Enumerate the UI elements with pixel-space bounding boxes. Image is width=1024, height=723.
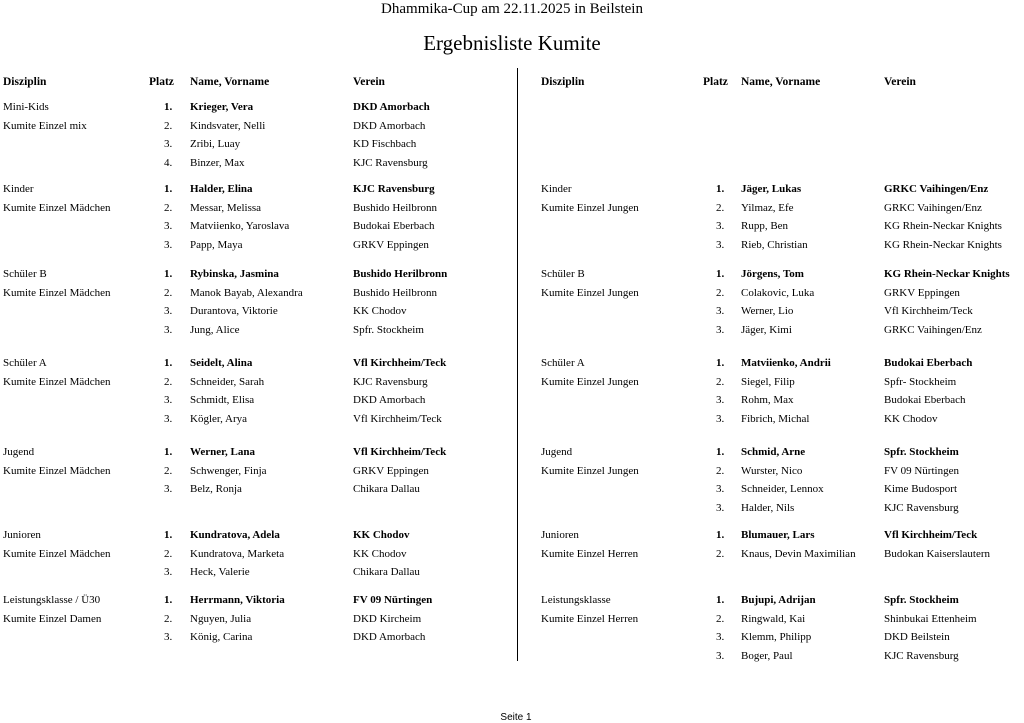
place: 3. (716, 483, 725, 496)
club: Vfl Kirchheim/Teck (884, 529, 978, 541)
place: 3. (716, 220, 725, 233)
club: KK Chodov (884, 413, 938, 426)
club: Vfl Kirchheim/Teck (884, 305, 973, 318)
club: GRKC Vaihingen/Enz (884, 201, 982, 214)
athlete-name: Matviienko, Yaroslava (190, 220, 290, 233)
athlete-name: Wurster, Nico (741, 464, 803, 477)
place: 1. (164, 594, 173, 606)
athlete-name: Bujupi, Adrijan (741, 594, 816, 606)
athlete-name: Rupp, Ben (741, 220, 789, 233)
discipline: Schüler B (541, 268, 585, 280)
discipline: Leistungsklasse / Ü30 (3, 594, 101, 606)
club: Kime Budosport (884, 483, 958, 496)
athlete-name: Messar, Melissa (190, 201, 262, 214)
club: KJC Ravensburg (884, 650, 959, 663)
club: GRKV Eppingen (353, 464, 429, 477)
place: 3. (716, 394, 725, 407)
club: Chikara Dallau (353, 566, 420, 579)
place: 1. (164, 101, 173, 113)
discipline: Kinder (3, 183, 34, 195)
athlete-name: Zribi, Luay (190, 138, 241, 151)
athlete-name: Kögler, Arya (190, 413, 247, 426)
club: Bushido Herilbronn (353, 268, 448, 280)
club: KJC Ravensburg (353, 375, 428, 388)
place: 2. (716, 547, 725, 560)
club: Spfr- Stockheim (884, 375, 957, 388)
place: 1. (716, 529, 725, 541)
athlete-name: Nguyen, Julia (190, 612, 252, 625)
place: 3. (164, 483, 173, 496)
place: 3. (716, 650, 725, 663)
place: 2. (716, 464, 725, 477)
place: 1. (716, 357, 725, 369)
athlete-name: Rieb, Christian (741, 239, 808, 252)
athlete-name: Kundratova, Adela (190, 529, 280, 541)
athlete-name: Jung, Alice (190, 324, 240, 337)
header-place-right: Platz (703, 76, 728, 88)
athlete-name: Belz, Ronja (190, 483, 242, 496)
discipline: Leistungsklasse (541, 594, 611, 606)
athlete-name: Schneider, Lennox (741, 483, 824, 496)
column-divider (517, 68, 518, 661)
club: Budokan Kaiserslautern (884, 547, 990, 560)
athlete-name: Binzer, Max (190, 157, 245, 170)
club: Spfr. Stockheim (353, 324, 424, 337)
athlete-name: Schmidt, Elisa (190, 394, 255, 407)
athlete-name: Ringwald, Kai (741, 612, 806, 625)
club: DKD Amorbach (353, 631, 426, 644)
club: Bushido Heilbronn (353, 201, 438, 214)
discipline: Kumite Einzel Herren (541, 547, 639, 560)
place: 3. (716, 305, 725, 318)
club: KJC Ravensburg (353, 183, 435, 195)
club: KK Chodov (353, 305, 407, 318)
place: 1. (164, 529, 173, 541)
club: KJC Ravensburg (353, 157, 428, 170)
header-discipline-right: Disziplin (541, 76, 585, 88)
club: GRKV Eppingen (353, 239, 429, 252)
place: 3. (164, 138, 173, 151)
club: DKD Kircheim (353, 612, 422, 625)
discipline: Schüler A (3, 357, 47, 369)
athlete-name: Seidelt, Alina (190, 357, 253, 369)
athlete-name: Herrmann, Viktoria (190, 594, 285, 606)
club: Chikara Dallau (353, 483, 420, 496)
discipline: Junioren (3, 529, 41, 541)
page-title: Ergebnisliste Kumite (423, 31, 601, 55)
athlete-name: Durantova, Viktorie (190, 305, 278, 318)
club: Vfl Kirchheim/Teck (353, 413, 442, 426)
place: 2. (164, 547, 173, 560)
discipline: Kumite Einzel Damen (3, 612, 102, 625)
athlete-name: Halder, Nils (741, 502, 795, 515)
header-place-left: Platz (149, 76, 174, 88)
place: 1. (716, 268, 725, 280)
athlete-name: Rohm, Max (741, 394, 794, 407)
club: FV 09 Nürtingen (353, 594, 433, 606)
club: DKD Amorbach (353, 101, 430, 113)
place: 3. (716, 502, 725, 515)
club: GRKV Eppingen (884, 286, 960, 299)
place: 3. (164, 394, 173, 407)
athlete-name: Krieger, Vera (190, 101, 254, 113)
header-club-right: Verein (884, 76, 916, 88)
place: 3. (164, 220, 173, 233)
club: Budokai Eberbach (884, 357, 973, 369)
discipline: Schüler A (541, 357, 585, 369)
club: KG Rhein-Neckar Knights (884, 239, 1002, 252)
club: Vfl Kirchheim/Teck (353, 357, 447, 369)
athlete-name: Schwenger, Finja (190, 464, 267, 477)
place: 3. (164, 324, 173, 337)
club: FV 09 Nürtingen (884, 464, 959, 477)
club: KJC Ravensburg (884, 502, 959, 515)
place: 3. (716, 631, 725, 644)
place: 3. (164, 239, 173, 252)
club: KG Rhein-Neckar Knights (884, 268, 1010, 280)
place: 3. (164, 566, 173, 579)
athlete-name: Jäger, Lukas (741, 183, 802, 195)
place: 3. (716, 239, 725, 252)
athlete-name: Jäger, Kimi (741, 324, 792, 337)
discipline: Kumite Einzel Mädchen (3, 464, 111, 477)
place: 3. (164, 631, 173, 644)
discipline: Kumite Einzel Mädchen (3, 201, 111, 214)
discipline: Kumite Einzel Jungen (541, 286, 639, 299)
club: DKD Beilstein (884, 631, 950, 644)
header-discipline-left: Disziplin (3, 76, 47, 88)
discipline: Kumite Einzel Jungen (541, 375, 639, 388)
place: 3. (164, 413, 173, 426)
athlete-name: Siegel, Filip (741, 375, 795, 388)
discipline: Kumite Einzel Mädchen (3, 286, 111, 299)
discipline: Kinder (541, 183, 572, 195)
club: Budokai Eberbach (353, 220, 435, 233)
place: 1. (716, 594, 725, 606)
athlete-name: Klemm, Philipp (741, 631, 812, 644)
place: 2. (716, 286, 725, 299)
place: 2. (164, 119, 173, 132)
discipline: Kumite Einzel mix (3, 119, 87, 132)
athlete-name: Werner, Lio (741, 305, 794, 318)
discipline: Junioren (541, 529, 579, 541)
page-number: Seite 1 (500, 712, 532, 723)
discipline: Kumite Einzel Jungen (541, 464, 639, 477)
athlete-name: Kundratova, Marketa (190, 547, 285, 560)
club: DKD Amorbach (353, 119, 426, 132)
place: 4. (164, 157, 173, 170)
place: 1. (164, 268, 173, 280)
athlete-name: Werner, Lana (190, 446, 255, 458)
club: Vfl Kirchheim/Teck (353, 446, 447, 458)
athlete-name: Jörgens, Tom (741, 268, 804, 280)
discipline: Kumite Einzel Herren (541, 612, 639, 625)
athlete-name: Schneider, Sarah (190, 375, 265, 388)
discipline: Kumite Einzel Jungen (541, 201, 639, 214)
place: 1. (164, 446, 173, 458)
place: 3. (716, 324, 725, 337)
club: KK Chodov (353, 529, 410, 541)
athlete-name: Rybinska, Jasmina (190, 268, 279, 280)
club: KK Chodov (353, 547, 407, 560)
club: Spfr. Stockheim (884, 446, 959, 458)
discipline: Jugend (541, 446, 573, 458)
athlete-name: Schmid, Arne (741, 446, 806, 458)
header-name-left: Name, Vorname (190, 76, 270, 88)
place: 1. (716, 183, 725, 195)
discipline: Kumite Einzel Mädchen (3, 375, 111, 388)
discipline: Schüler B (3, 268, 47, 280)
event-title: Dhammika-Cup am 22.11.2025 in Beilstein (381, 1, 643, 17)
place: 2. (164, 464, 173, 477)
athlete-name: Halder, Elina (190, 183, 253, 195)
club: KD Fischbach (353, 138, 417, 151)
discipline: Mini-Kids (3, 101, 49, 113)
header-club-left: Verein (353, 76, 385, 88)
athlete-name: Heck, Valerie (190, 566, 250, 579)
club: Bushido Heilbronn (353, 286, 438, 299)
place: 1. (164, 357, 173, 369)
athlete-name: Boger, Paul (741, 650, 793, 663)
place: 2. (716, 375, 725, 388)
discipline: Jugend (3, 446, 35, 458)
club: GRKC Vaihingen/Enz (884, 183, 989, 195)
club: KG Rhein-Neckar Knights (884, 220, 1002, 233)
header-name-right: Name, Vorname (741, 76, 821, 88)
athlete-name: Fibrich, Michal (741, 413, 810, 426)
place: 2. (716, 201, 725, 214)
club: Shinbukai Ettenheim (884, 612, 977, 625)
athlete-name: König, Carina (190, 631, 253, 644)
athlete-name: Blumauer, Lars (741, 529, 815, 541)
place: 2. (164, 375, 173, 388)
club: Budokai Eberbach (884, 394, 966, 407)
club: GRKC Vaihingen/Enz (884, 324, 982, 337)
place: 3. (716, 413, 725, 426)
place: 2. (164, 286, 173, 299)
athlete-name: Colakovic, Luka (741, 286, 815, 299)
place: 2. (716, 612, 725, 625)
athlete-name: Yilmaz, Efe (741, 201, 794, 214)
place: 2. (164, 612, 173, 625)
place: 1. (164, 183, 173, 195)
athlete-name: Papp, Maya (190, 239, 243, 252)
discipline: Kumite Einzel Mädchen (3, 547, 111, 560)
place: 1. (716, 446, 725, 458)
place: 3. (164, 305, 173, 318)
athlete-name: Knaus, Devin Maximilian (741, 547, 856, 560)
place: 2. (164, 201, 173, 214)
club: DKD Amorbach (353, 394, 426, 407)
athlete-name: Manok Bayab, Alexandra (190, 286, 303, 299)
athlete-name: Kindsvater, Nelli (190, 119, 266, 132)
athlete-name: Matviienko, Andrii (741, 357, 831, 369)
club: Spfr. Stockheim (884, 594, 959, 606)
